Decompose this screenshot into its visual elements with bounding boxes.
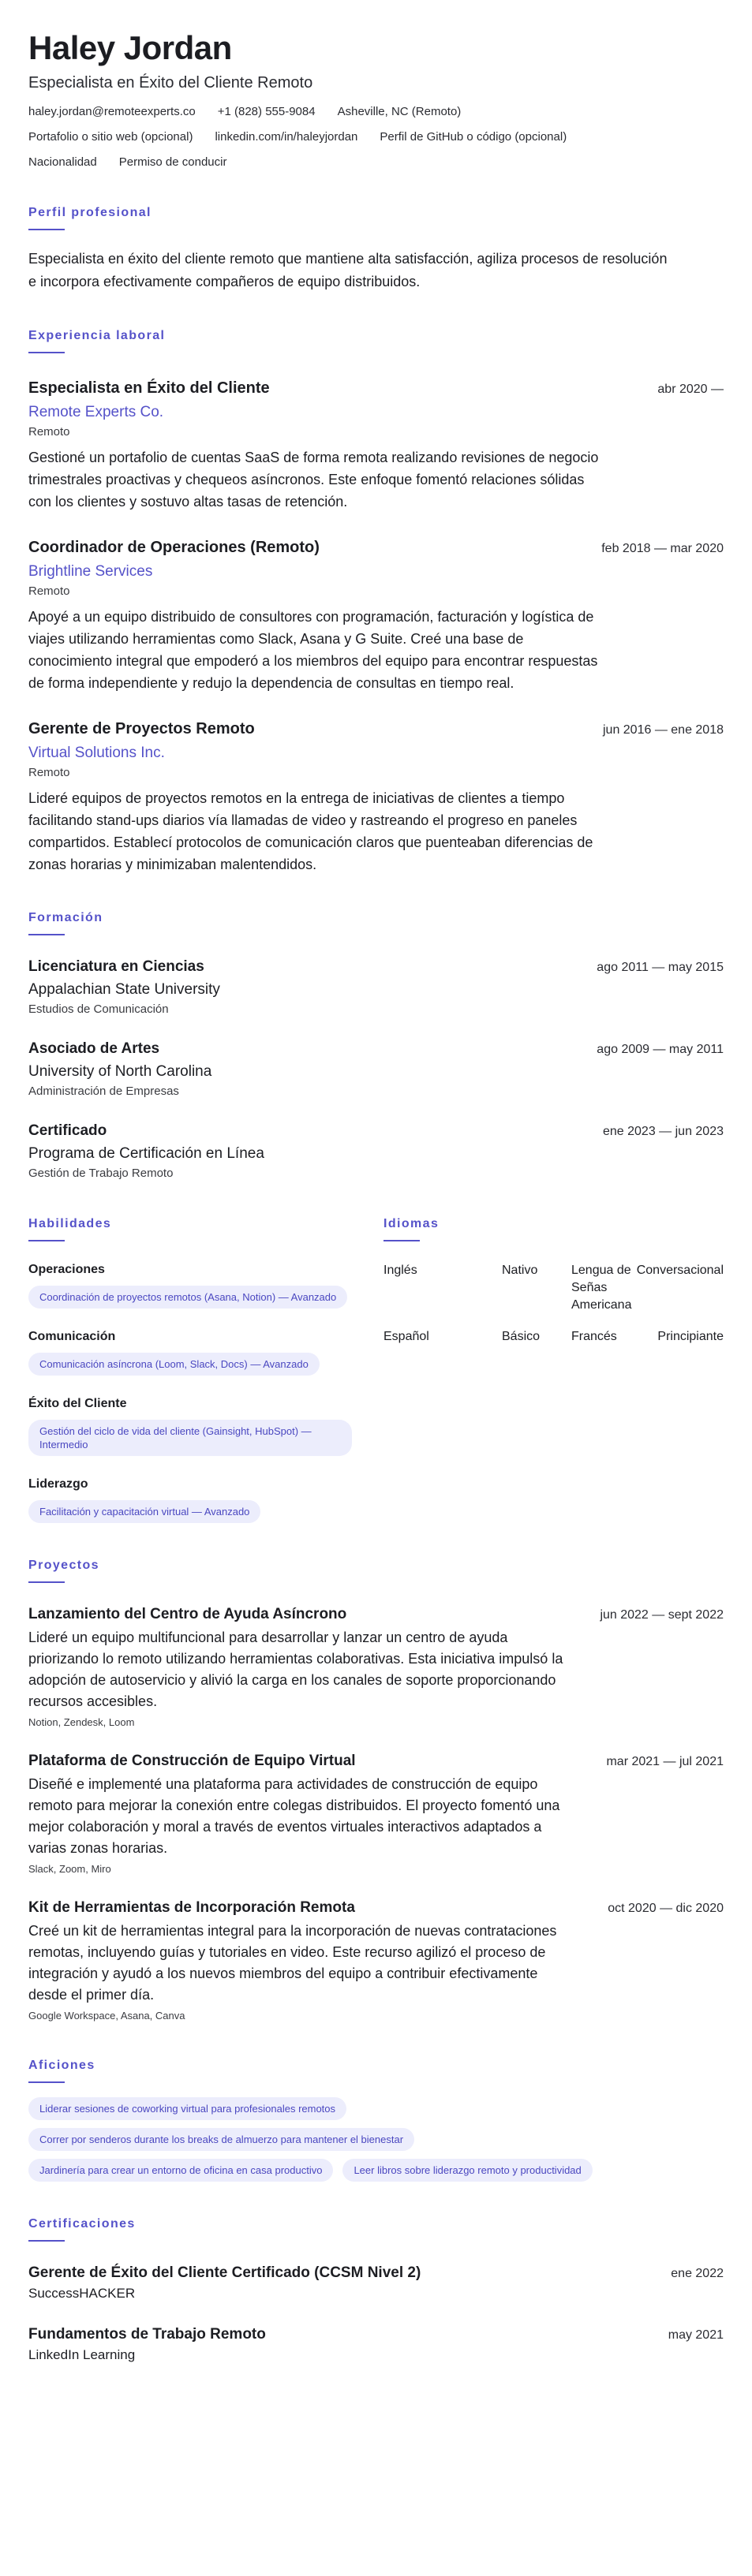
study-field: Administración de Empresas bbox=[28, 1085, 179, 1098]
portfolio-link[interactable]: Portafolio o sitio web (opcional) bbox=[28, 130, 193, 144]
job-dates: jun 2016 — ene 2018 bbox=[602, 723, 724, 737]
section-divider bbox=[383, 1240, 420, 1241]
skills-section bbox=[28, 1216, 352, 1523]
degree-title: Certificado bbox=[28, 1122, 107, 1139]
degree-title: Asociado de Artes bbox=[28, 1040, 160, 1057]
skills-languages-row bbox=[28, 1216, 724, 1523]
certification-entry bbox=[28, 2262, 724, 2303]
degree-title: Licenciatura en Ciencias bbox=[28, 958, 204, 975]
contact-row-personal bbox=[28, 155, 724, 170]
education-section bbox=[28, 910, 724, 1182]
certification-name: Fundamentos de Trabajo Remoto bbox=[28, 2326, 266, 2343]
skill-group bbox=[28, 1477, 352, 1523]
hobby-chip: Leer libros sobre liderazgo remoto y productividad bbox=[342, 2159, 592, 2182]
language-row bbox=[383, 1262, 724, 1328]
skill-group-name: Comunicación bbox=[28, 1330, 116, 1343]
projects-section bbox=[28, 1558, 724, 2023]
project-name: Lanzamiento del Centro de Ayuda Asíncrono bbox=[28, 1606, 347, 1622]
language-name: Inglés bbox=[383, 1264, 417, 1277]
language-name: Español bbox=[383, 1330, 429, 1343]
project-entry bbox=[28, 1897, 724, 2023]
education-dates: ene 2023 — jun 2023 bbox=[602, 1125, 724, 1138]
education-entry bbox=[28, 956, 724, 1017]
project-name: Plataforma de Construcción de Equipo Virtual bbox=[28, 1753, 356, 1769]
job-dates: abr 2020 — bbox=[657, 383, 724, 396]
skill-group bbox=[28, 1329, 352, 1376]
project-description: Lideré un equipo multifuncional para desarrollar y lanzar un centro de ayuda priorizando lo remoto utilizando herramientas colaborativas. Esta iniciativa impulsó la adopción de autoservicio y alivió la carga en los canales de soporte proporcionando recursos accesibles. bbox=[28, 1630, 563, 1709]
linkedin-link[interactable]: linkedin.com/in/haleyjordan bbox=[215, 130, 358, 144]
certifications-section bbox=[28, 2216, 724, 2365]
project-dates: oct 2020 — dic 2020 bbox=[608, 1902, 724, 1915]
certification-issuer: LinkedIn Learning bbox=[28, 2347, 136, 2362]
section-divider bbox=[28, 352, 65, 353]
job-location: Remoto bbox=[28, 766, 70, 779]
hobbies-section bbox=[28, 2058, 724, 2182]
project-tech: Slack, Zoom, Miro bbox=[28, 1863, 111, 1875]
languages-section bbox=[383, 1216, 724, 1523]
job-title: Coordinador de Operaciones (Remoto) bbox=[28, 539, 320, 556]
project-description: Diseñé e implementé una plataforma para actividades de construcción de equipo remoto para mejorar la conexión entre colegas distribuidos. El proyecto fomentó una mejor colaboración y moral a través de eventos virtuales interactivos adaptados a varias zonas horarias. bbox=[28, 1776, 560, 1856]
contact-email[interactable]: haley.jordan@remoteexperts.co bbox=[28, 105, 196, 118]
project-dates: jun 2022 — sept 2022 bbox=[600, 1608, 724, 1622]
summary-text: Especialista en éxito del cliente remoto que mantiene alta satisfacción, agiliza procesos de resolución e incorpora efectivamente compañeros de equipo distribuidos. bbox=[28, 251, 668, 289]
company-name: Remote Experts Co. bbox=[28, 404, 164, 420]
summary-section bbox=[28, 205, 724, 293]
company-name: Brightline Services bbox=[28, 563, 153, 580]
experience-entry bbox=[28, 377, 724, 513]
certification-entry bbox=[28, 2324, 724, 2365]
job-location: Remoto bbox=[28, 425, 70, 439]
language-name: Francés bbox=[571, 1330, 617, 1343]
project-description: Creé un kit de herramientas integral para la incorporación de nuevas contrataciones remotas, incluyendo guías y tutoriales en video. Este recurso agilizó el proceso de integración y ayudó a los nuevos miembros del equipo a contribuir efectivamente desde el primer día. bbox=[28, 1923, 557, 2003]
nationality-label: Nacionalidad bbox=[28, 155, 97, 169]
language-level: Nativo bbox=[502, 1264, 538, 1277]
education-entry bbox=[28, 1038, 724, 1099]
section-divider bbox=[28, 2081, 65, 2083]
job-description: Lideré equipos de proyectos remotos en la entrega de iniciativas de clientes a tiempo facilitando stand-ups diarios vía llamadas de video y rastreando el progreso en paneles compartidos. Establecí protocolos de comunicación claros que puenteaban diferencias de zonas horarias y minimizaban malentendidos. bbox=[28, 790, 593, 872]
section-title-experience: Experiencia laboral bbox=[28, 329, 166, 342]
education-dates: ago 2011 — may 2015 bbox=[597, 961, 724, 974]
language-name: Lengua de Señas Americana bbox=[571, 1264, 632, 1312]
job-description: Apoyé a un equipo distribuido de consultores con programación, facturación y logística de viajes utilizando herramientas como Slack, Asana y G Suite. Creé una base de conocimiento integral que empoderó a los miembros del equipo para encontrar respuestas de forma independiente y redujo la dependencia de consultas en tiempo real. bbox=[28, 609, 598, 691]
section-divider bbox=[28, 934, 65, 935]
school-name: Appalachian State University bbox=[28, 981, 220, 998]
skill-group-name: Liderazgo bbox=[28, 1477, 88, 1491]
section-title-education: Formación bbox=[28, 911, 103, 924]
github-link[interactable]: Perfil de GitHub o código (opcional) bbox=[380, 130, 567, 144]
language-row bbox=[383, 1328, 724, 1360]
language-level: Principiante bbox=[657, 1330, 724, 1343]
hobby-chip: Correr por senderos durante los breaks de almuerzo para mantener el bienestar bbox=[28, 2128, 414, 2151]
contact-location: Asheville, NC (Remoto) bbox=[337, 105, 462, 118]
section-title-hobbies: Aficiones bbox=[28, 2059, 95, 2072]
certification-name: Gerente de Éxito del Cliente Certificado (CCSM Nivel 2) bbox=[28, 2264, 421, 2281]
hobby-chip: Liderar sesiones de coworking virtual para profesionales remotos bbox=[28, 2097, 346, 2120]
skill-group-name: Operaciones bbox=[28, 1263, 105, 1276]
section-divider bbox=[28, 1240, 65, 1241]
contact-row-primary bbox=[28, 104, 724, 120]
project-tech: Google Workspace, Asana, Canva bbox=[28, 2010, 185, 2022]
section-divider bbox=[28, 2240, 65, 2242]
skill-group bbox=[28, 1262, 352, 1309]
education-entry bbox=[28, 1120, 724, 1182]
language-level: Conversacional bbox=[636, 1264, 724, 1277]
candidate-headline: Especialista en Éxito del Cliente Remoto bbox=[28, 74, 313, 91]
section-title-certifications: Certificaciones bbox=[28, 2217, 136, 2231]
section-divider bbox=[28, 229, 65, 230]
study-field: Estudios de Comunicación bbox=[28, 1002, 169, 1016]
section-title-skills: Habilidades bbox=[28, 1217, 112, 1230]
company-name: Virtual Solutions Inc. bbox=[28, 745, 165, 761]
school-name: Programa de Certificación en Línea bbox=[28, 1145, 264, 1162]
skill-group bbox=[28, 1396, 352, 1456]
languages-table bbox=[383, 1262, 724, 1360]
experience-entry bbox=[28, 536, 724, 694]
project-name: Kit de Herramientas de Incorporación Remota bbox=[28, 1899, 355, 1916]
experience-section bbox=[28, 328, 724, 875]
study-field: Gestión de Trabajo Remoto bbox=[28, 1167, 174, 1180]
skill-chip: Comunicación asíncrona (Loom, Slack, Docs) — Avanzado bbox=[28, 1353, 320, 1376]
certification-date: ene 2022 bbox=[671, 2267, 724, 2280]
job-title: Especialista en Éxito del Cliente bbox=[28, 379, 270, 397]
job-description: Gestioné un portafolio de cuentas SaaS de forma remota realizando revisiones de negocio trimestrales proactivas y chequeos asíncronos. Este enfoque fomentó relaciones sólidas con los clientes y sostuvo altas tasas de retención. bbox=[28, 450, 599, 510]
project-entry bbox=[28, 1603, 724, 1730]
job-dates: feb 2018 — mar 2020 bbox=[601, 542, 724, 555]
skill-chip: Gestión del ciclo de vida del cliente (Gainsight, HubSpot) — Intermedio bbox=[28, 1420, 352, 1456]
project-dates: mar 2021 — jul 2021 bbox=[606, 1755, 724, 1768]
experience-entry bbox=[28, 718, 724, 875]
education-dates: ago 2009 — may 2011 bbox=[597, 1043, 724, 1056]
section-title-projects: Proyectos bbox=[28, 1559, 99, 1572]
section-divider bbox=[28, 1581, 65, 1583]
language-level: Básico bbox=[502, 1330, 541, 1343]
hobby-chip: Jardinería para crear un entorno de oficina en casa productivo bbox=[28, 2159, 333, 2182]
project-tech: Notion, Zendesk, Loom bbox=[28, 1716, 135, 1728]
project-entry bbox=[28, 1750, 724, 1876]
skill-chip: Coordinación de proyectos remotos (Asana, Notion) — Avanzado bbox=[28, 1286, 347, 1309]
contact-row-links bbox=[28, 129, 724, 145]
license-label: Permiso de conducir bbox=[118, 155, 227, 169]
contact-phone[interactable]: +1 (828) 555-9084 bbox=[217, 105, 316, 118]
skill-group-name: Éxito del Cliente bbox=[28, 1397, 127, 1410]
hobby-chip-list bbox=[28, 2097, 707, 2182]
section-title-summary: Perfil profesional bbox=[28, 206, 152, 219]
candidate-name: Haley Jordan bbox=[28, 29, 232, 66]
certification-issuer: SuccessHACKER bbox=[28, 2286, 136, 2301]
school-name: University of North Carolina bbox=[28, 1063, 212, 1080]
job-location: Remoto bbox=[28, 584, 70, 598]
resume-header bbox=[28, 28, 724, 170]
skill-chip: Facilitación y capacitación virtual — Avanzado bbox=[28, 1500, 260, 1523]
section-title-languages: Idiomas bbox=[383, 1217, 440, 1230]
certification-date: may 2021 bbox=[668, 2328, 724, 2342]
job-title: Gerente de Proyectos Remoto bbox=[28, 720, 255, 737]
